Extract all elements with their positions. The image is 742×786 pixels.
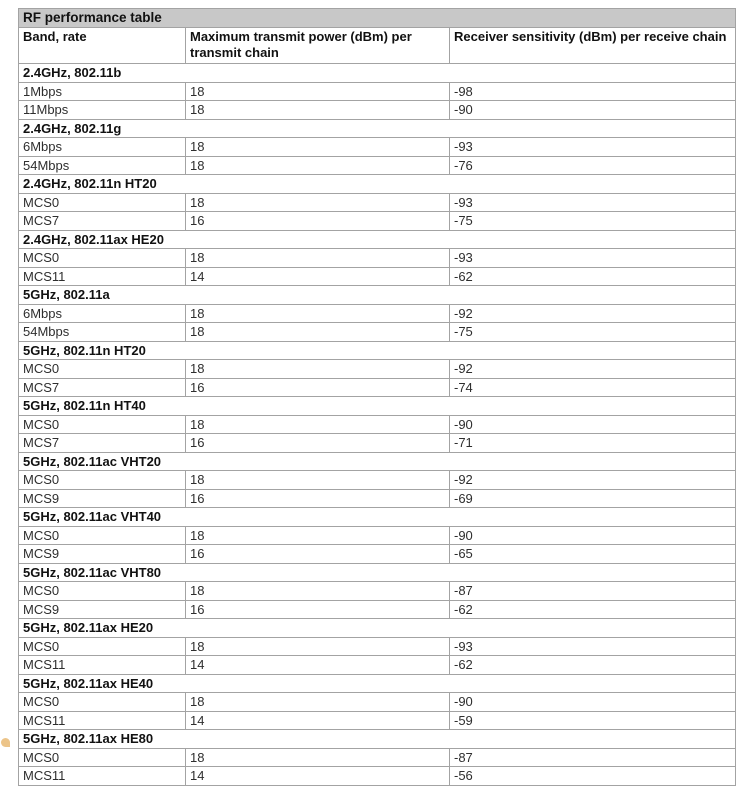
- section-band-label: 5GHz, 802.11ac VHT80: [19, 563, 736, 582]
- section-row: [19, 397, 736, 416]
- table-row: [19, 267, 736, 286]
- tx-power-cell: 14: [186, 711, 450, 730]
- rate-cell: MCS0: [19, 526, 186, 545]
- table-row: [19, 656, 736, 675]
- section-row: [19, 341, 736, 360]
- rx-sensitivity-cell: -93: [450, 138, 736, 157]
- rate-cell: MCS7: [19, 434, 186, 453]
- table-row: [19, 212, 736, 231]
- rx-sensitivity-cell: -62: [450, 267, 736, 286]
- table-row: [19, 415, 736, 434]
- tx-power-cell: 18: [186, 415, 450, 434]
- section-row: [19, 619, 736, 638]
- section-band-label: 5GHz, 802.11ax HE20: [19, 619, 736, 638]
- table-row: [19, 637, 736, 656]
- section-band-label: 5GHz, 802.11ac VHT20: [19, 452, 736, 471]
- tx-power-cell: 18: [186, 360, 450, 379]
- tx-power-cell: 18: [186, 748, 450, 767]
- rate-cell: 6Mbps: [19, 138, 186, 157]
- tx-power-cell: 16: [186, 378, 450, 397]
- tx-power-cell: 14: [186, 267, 450, 286]
- table-row: [19, 434, 736, 453]
- rx-sensitivity-cell: -76: [450, 156, 736, 175]
- table-row: [19, 82, 736, 101]
- table-row: [19, 748, 736, 767]
- tx-power-cell: 18: [186, 471, 450, 490]
- column-header-band-rate: Band, rate: [19, 28, 186, 64]
- section-row: [19, 64, 736, 83]
- table-row: [19, 582, 736, 601]
- tx-power-cell: 16: [186, 212, 450, 231]
- rf-table-body: [19, 9, 736, 786]
- rx-sensitivity-cell: -87: [450, 748, 736, 767]
- table-title: RF performance table: [19, 9, 736, 28]
- section-band-label: 5GHz, 802.11ax HE80: [19, 730, 736, 749]
- column-header-max-transmit-power: Maximum transmit power (dBm) per transmit chain: [186, 28, 450, 64]
- table-row: [19, 600, 736, 619]
- rate-cell: MCS0: [19, 415, 186, 434]
- tx-power-cell: 18: [186, 637, 450, 656]
- rx-sensitivity-cell: -93: [450, 193, 736, 212]
- rx-sensitivity-cell: -90: [450, 693, 736, 712]
- rate-cell: MCS9: [19, 489, 186, 508]
- section-row: [19, 119, 736, 138]
- table-row: [19, 138, 736, 157]
- table-row: [19, 360, 736, 379]
- rx-sensitivity-cell: -93: [450, 637, 736, 656]
- tx-power-cell: 18: [186, 323, 450, 342]
- section-row: [19, 230, 736, 249]
- rx-sensitivity-cell: -62: [450, 600, 736, 619]
- section-row: [19, 508, 736, 527]
- rate-cell: MCS7: [19, 378, 186, 397]
- rate-cell: MCS11: [19, 267, 186, 286]
- rx-sensitivity-cell: -69: [450, 489, 736, 508]
- section-band-label: 2.4GHz, 802.11n HT20: [19, 175, 736, 194]
- table-row: [19, 304, 736, 323]
- table-row: [19, 767, 736, 786]
- section-band-label: 5GHz, 802.11a: [19, 286, 736, 305]
- rate-cell: MCS9: [19, 545, 186, 564]
- rx-sensitivity-cell: -75: [450, 323, 736, 342]
- section-band-label: 5GHz, 802.11ax HE40: [19, 674, 736, 693]
- tx-power-cell: 18: [186, 249, 450, 268]
- section-row: [19, 563, 736, 582]
- rate-cell: MCS0: [19, 360, 186, 379]
- rate-cell: MCS11: [19, 767, 186, 786]
- rx-sensitivity-cell: -87: [450, 582, 736, 601]
- rx-sensitivity-cell: -92: [450, 304, 736, 323]
- section-band-label: 2.4GHz, 802.11b: [19, 64, 736, 83]
- table-row: [19, 489, 736, 508]
- rf-performance-table: [18, 8, 736, 786]
- rate-cell: MCS0: [19, 748, 186, 767]
- rate-cell: MCS9: [19, 600, 186, 619]
- section-row: [19, 286, 736, 305]
- rx-sensitivity-cell: -74: [450, 378, 736, 397]
- table-row: [19, 249, 736, 268]
- rx-sensitivity-cell: -90: [450, 526, 736, 545]
- rate-cell: MCS0: [19, 582, 186, 601]
- rate-cell: MCS0: [19, 249, 186, 268]
- rate-cell: 54Mbps: [19, 156, 186, 175]
- rx-sensitivity-cell: -92: [450, 360, 736, 379]
- rate-cell: MCS0: [19, 693, 186, 712]
- tx-power-cell: 18: [186, 138, 450, 157]
- rx-sensitivity-cell: -90: [450, 415, 736, 434]
- rate-cell: 6Mbps: [19, 304, 186, 323]
- section-row: [19, 452, 736, 471]
- column-header-receiver-sensitivity: Receiver sensitivity (dBm) per receive chain: [450, 28, 736, 64]
- rx-sensitivity-cell: -93: [450, 249, 736, 268]
- section-band-label: 5GHz, 802.11n HT20: [19, 341, 736, 360]
- rate-cell: MCS11: [19, 711, 186, 730]
- tx-power-cell: 18: [186, 101, 450, 120]
- cursor-artifact: [1, 738, 10, 747]
- table-row: [19, 323, 736, 342]
- rate-cell: MCS11: [19, 656, 186, 675]
- rx-sensitivity-cell: -65: [450, 545, 736, 564]
- rate-cell: MCS0: [19, 193, 186, 212]
- table-row: [19, 711, 736, 730]
- rx-sensitivity-cell: -59: [450, 711, 736, 730]
- rate-cell: MCS0: [19, 637, 186, 656]
- section-band-label: 2.4GHz, 802.11ax HE20: [19, 230, 736, 249]
- rx-sensitivity-cell: -56: [450, 767, 736, 786]
- tx-power-cell: 16: [186, 545, 450, 564]
- table-row: [19, 378, 736, 397]
- rate-cell: 1Mbps: [19, 82, 186, 101]
- tx-power-cell: 18: [186, 304, 450, 323]
- table-row: [19, 545, 736, 564]
- rate-cell: MCS0: [19, 471, 186, 490]
- rate-cell: 54Mbps: [19, 323, 186, 342]
- section-row: [19, 674, 736, 693]
- table-row: [19, 693, 736, 712]
- tx-power-cell: 14: [186, 656, 450, 675]
- tx-power-cell: 16: [186, 600, 450, 619]
- rate-cell: MCS7: [19, 212, 186, 231]
- rate-cell: 11Mbps: [19, 101, 186, 120]
- tx-power-cell: 18: [186, 526, 450, 545]
- tx-power-cell: 18: [186, 582, 450, 601]
- rx-sensitivity-cell: -92: [450, 471, 736, 490]
- table-row: [19, 193, 736, 212]
- section-band-label: 5GHz, 802.11n HT40: [19, 397, 736, 416]
- section-band-label: 5GHz, 802.11ac VHT40: [19, 508, 736, 527]
- section-band-label: 2.4GHz, 802.11g: [19, 119, 736, 138]
- tx-power-cell: 14: [186, 767, 450, 786]
- table-row: [19, 156, 736, 175]
- tx-power-cell: 18: [186, 156, 450, 175]
- rx-sensitivity-cell: -98: [450, 82, 736, 101]
- tx-power-cell: 18: [186, 82, 450, 101]
- section-row: [19, 730, 736, 749]
- table-title-row: [19, 9, 736, 28]
- rx-sensitivity-cell: -71: [450, 434, 736, 453]
- table-row: [19, 101, 736, 120]
- section-row: [19, 175, 736, 194]
- tx-power-cell: 16: [186, 489, 450, 508]
- tx-power-cell: 18: [186, 193, 450, 212]
- rx-sensitivity-cell: -62: [450, 656, 736, 675]
- table-header-row: [19, 28, 736, 64]
- rx-sensitivity-cell: -75: [450, 212, 736, 231]
- table-row: [19, 526, 736, 545]
- table-row: [19, 471, 736, 490]
- tx-power-cell: 18: [186, 693, 450, 712]
- tx-power-cell: 16: [186, 434, 450, 453]
- rx-sensitivity-cell: -90: [450, 101, 736, 120]
